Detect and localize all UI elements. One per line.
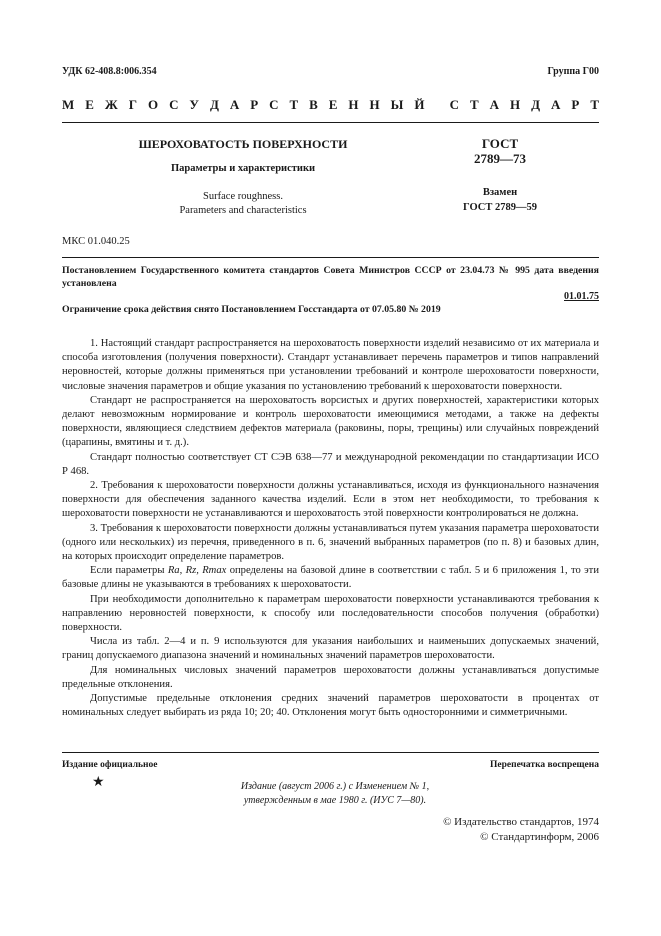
group-code: Группа Г00 (547, 66, 599, 77)
banner-letter: С (449, 97, 460, 112)
star-icon: ★ (92, 775, 105, 790)
banner-letter: Т (289, 97, 299, 112)
paragraph-2: Стандарт не распространяется на шероховатость ворсистых и других поверхностей, характеристики которых делают невозможным нормирование и контроль шероховатости имеющимися методами, а также на дефекты поверхности, являющиеся следствием дефектов материала (раковины, поры, трещины) или случайных повреждений (царапины, вмятины и т. д.). (62, 394, 599, 449)
replaces-label: Взамен (482, 187, 518, 198)
paragraph-1: 1. Настоящий стандарт распространяется на шероховатость поверхности изделий независимо от их материала и способа изготовления (получения поверхности). Стандарт устанавливает перечень параметров и типов направлений неровностей, которые должны применяться при установлении требований и контроле шероховатости поверхности, числовые значения параметров и общие указания по установлению требований к шероховатости поверхности. (62, 338, 599, 392)
banner-letter: Д (209, 97, 219, 112)
reprint-notice: Перепечатка воспрещена (489, 760, 599, 770)
page-subtitle: Параметры и характеристики (170, 163, 316, 174)
paragraph-6 (62, 564, 599, 592)
banner-letter: О (147, 97, 159, 112)
banner-letter: Т (470, 97, 479, 112)
copyright-line1: © Издательство стандартов, 1974 (443, 816, 599, 828)
gost-code: 2789—73 (474, 151, 526, 166)
gost-label: ГОСТ (481, 136, 519, 151)
banner-letter: М (62, 97, 75, 112)
copyright-line2: © Стандартинформ, 2006 (480, 831, 599, 843)
banner-letter: А (489, 97, 500, 112)
banner-letter: Н (348, 97, 359, 112)
replaces-block (430, 185, 570, 215)
header-divider (62, 122, 599, 123)
paragraph-5: 3. Требования к шероховатости поверхности должны устанавливаться путем указания параметра шероховатости (одного или нескольких) из перечня, приведенного в п. 6, значений выбранных параметров (по п. 8) и базовых длин, на которых происходит определение параметров. (62, 522, 599, 563)
banner-letter: Е (85, 97, 94, 112)
english-title (118, 190, 368, 218)
page-title: ШЕРОХОВАТОСТЬ ПОВЕРХНОСТИ (138, 137, 348, 151)
edition-note (200, 780, 470, 808)
paragraph-6-start: Если параметры (90, 565, 168, 577)
copyright-block (443, 815, 599, 845)
banner-letter: Т (590, 97, 599, 112)
english-title-line1: Surface roughness. (203, 191, 283, 202)
banner-letter: Р (571, 97, 580, 112)
parameter-names: Ra, Rz, Rmax (167, 565, 227, 577)
replaces-code: ГОСТ 2789—59 (463, 202, 537, 213)
english-title-line2: Parameters and characteristics (179, 205, 307, 216)
decree-divider (62, 257, 599, 258)
edition-line2: утвержденным в мае 1980 г. (ИУС 7—80). (243, 795, 427, 806)
paragraph-7: При необходимости дополнительно к параметрам шероховатости поверхности устанавливаются требования к направлению неровностей поверхности, к способу или последовательности способов получения (обработки) поверхности. (62, 593, 599, 634)
paragraph-6-end: определены на базовой длине в соответствии с табл. 5 и 6 приложения 1, то эти базовые длины не указываются в требованиях к шероховатости. (62, 565, 599, 591)
banner-letter: Ы (390, 97, 404, 112)
mks-code: МКС 01.040.25 (62, 236, 130, 247)
gost-number (440, 136, 560, 166)
paragraph-8: Числа из табл. 2—4 и п. 9 используются для указания наибольших и наименьших допускаемых значений, границ допускаемого диапазона значений и номинальных значений параметров шероховатости. (62, 636, 599, 662)
banner-letter: А (229, 97, 240, 112)
banner-letter: Н (369, 97, 380, 112)
banner-letter: Й (414, 97, 425, 112)
edition-line1: Издание (август 2006 г.) с Изменением № 1, (240, 781, 430, 792)
banner-letter: У (189, 97, 199, 112)
banner-letter: С (269, 97, 279, 112)
banner-letter: Н (510, 97, 521, 112)
decree-text: Постановлением Государственного комитета стандартов Совета Министров СССР от 23.04.73 № 995 дата введения установлена (62, 265, 599, 289)
banner-letter: С (169, 97, 179, 112)
banner-letter: А (551, 97, 561, 112)
paragraph-10: Допустимые предельные отклонения средних значений параметров шероховатости в процентах от номинальных следует выбирать из ряда 10; 20; 40. Отклонения могут быть односторонними и симметричными. (62, 693, 599, 719)
paragraph-3: Стандарт полностью соответствует СТ СЭВ 638—77 и международной рекомендации по стандартизации ИСО Р 468. (62, 451, 599, 477)
standard-banner (62, 97, 599, 113)
paragraph-9: Для номинальных числовых значений параметров шероховатости должны устанавливаться допустимые предельные отклонения. (62, 664, 599, 690)
banner-letter (435, 97, 438, 113)
banner-letter: Г (128, 97, 137, 112)
banner-letter: Ж (104, 97, 118, 112)
banner-letter: Е (328, 97, 338, 112)
effective-date: 01.01.75 (564, 291, 599, 302)
limit-text: Ограничение срока действия снято Постановлением Госстандарта от 07.05.80 № 2019 (62, 304, 441, 315)
banner-letter: Р (250, 97, 259, 112)
footer-divider (62, 752, 599, 753)
banner-letter: Д (531, 97, 541, 112)
standard-body (62, 337, 599, 720)
banner-letter: В (309, 97, 318, 112)
paragraph-4: 2. Требования к шероховатости поверхности должны устанавливаться, исходя из функционального назначения поверхности для обеспечения заданного качества изделий. Если в этом нет необходимости, то требования к шероховатости поверхности не устанавливаются и шероховатость этой поверхности контролироваться не должна. (62, 480, 599, 520)
udk-code: УДК 62-408.8:006.354 (62, 66, 157, 77)
official-edition-label: Издание официальное (62, 760, 158, 770)
